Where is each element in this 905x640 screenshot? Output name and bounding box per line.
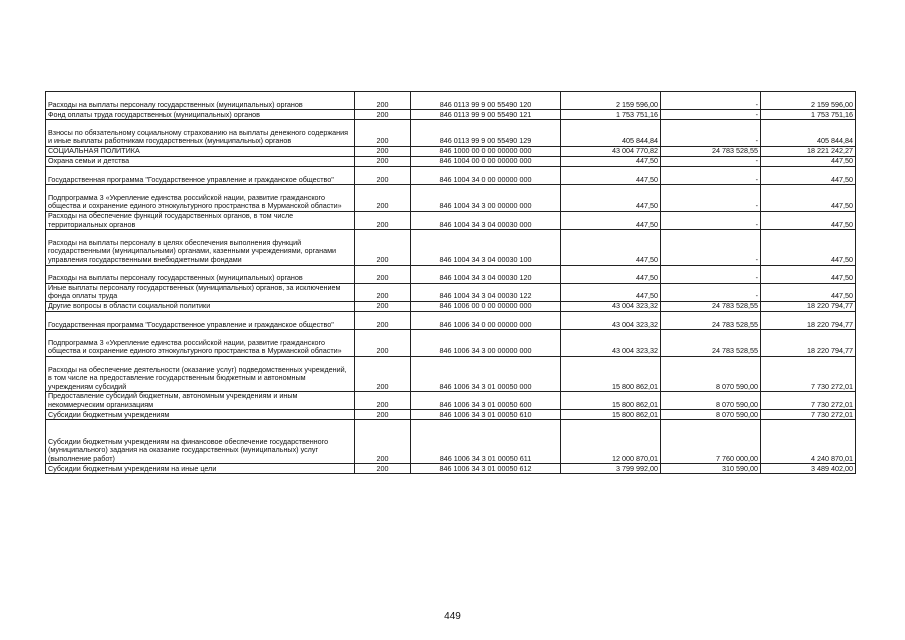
row-remaining-amount: 1 753 751,16 — [761, 110, 856, 120]
row-kbk-code: 846 1006 34 3 01 00050 611 — [411, 420, 561, 464]
row-approved-amount: 15 800 862,01 — [561, 392, 661, 410]
row-name: Государственная программа "Государственное управление и гражданское общество" — [46, 311, 355, 329]
row-code: 200 — [355, 420, 411, 464]
row-remaining-amount: 4 240 870,01 — [761, 420, 856, 464]
row-name: Субсидии бюджетным учреждениям — [46, 410, 355, 420]
row-code: 200 — [355, 166, 411, 184]
row-executed-amount: 310 590,00 — [661, 464, 761, 474]
row-kbk-code: 846 1000 00 0 00 00000 000 — [411, 146, 561, 156]
row-name: Подпрограмма 3 «Укрепление единства российской нации, развитие гражданского общества и сохранение единого этнокультурного пространства в Мурманской области» — [46, 185, 355, 212]
row-executed-amount: - — [661, 211, 761, 229]
row-code: 200 — [355, 92, 411, 110]
row-kbk-code: 846 0113 99 9 00 55490 129 — [411, 120, 561, 147]
row-kbk-code: 846 1004 34 3 00 00000 000 — [411, 185, 561, 212]
table-row — [46, 185, 856, 212]
table-row — [46, 230, 856, 265]
table-row — [46, 146, 856, 156]
row-kbk-code: 846 1004 34 3 04 00030 100 — [411, 230, 561, 265]
table-row — [46, 211, 856, 229]
row-name: Взносы по обязательному социальному страхованию на выплаты денежного содержания и иные выплаты работникам государственных (муниципальных) органов — [46, 120, 355, 147]
row-approved-amount: 1 753 751,16 — [561, 110, 661, 120]
table-row — [46, 92, 856, 110]
row-name: Расходы на выплаты персоналу в целях обеспечения выполнения функций государственными (муниципальными) органами, казенными учреждениями, органами управления государственными внебюджетными фондами — [46, 230, 355, 265]
row-code: 200 — [355, 156, 411, 166]
row-kbk-code: 846 1004 34 0 00 00000 000 — [411, 166, 561, 184]
row-approved-amount: 447,50 — [561, 156, 661, 166]
row-approved-amount: 447,50 — [561, 230, 661, 265]
row-code: 200 — [355, 265, 411, 283]
row-kbk-code: 846 1006 34 3 01 00050 610 — [411, 410, 561, 420]
row-code: 200 — [355, 330, 411, 357]
row-code: 200 — [355, 464, 411, 474]
row-remaining-amount: 447,50 — [761, 265, 856, 283]
row-code: 200 — [355, 392, 411, 410]
row-kbk-code: 846 0113 99 9 00 55490 120 — [411, 92, 561, 110]
row-approved-amount: 447,50 — [561, 166, 661, 184]
row-kbk-code: 846 1006 34 0 00 00000 000 — [411, 311, 561, 329]
table-row — [46, 392, 856, 410]
row-name: Расходы на выплаты персоналу государственных (муниципальных) органов — [46, 92, 355, 110]
row-executed-amount: - — [661, 265, 761, 283]
table-row — [46, 301, 856, 311]
row-executed-amount: - — [661, 120, 761, 147]
row-name: Субсидии бюджетным учреждениям на иные цели — [46, 464, 355, 474]
row-code: 200 — [355, 283, 411, 301]
table-row — [46, 311, 856, 329]
row-approved-amount: 15 800 862,01 — [561, 410, 661, 420]
row-approved-amount: 43 004 323,32 — [561, 311, 661, 329]
row-remaining-amount: 405 844,84 — [761, 120, 856, 147]
row-kbk-code: 846 1006 34 3 01 00050 600 — [411, 392, 561, 410]
row-remaining-amount: 18 220 794,77 — [761, 330, 856, 357]
row-remaining-amount: 3 489 402,00 — [761, 464, 856, 474]
row-name: СОЦИАЛЬНАЯ ПОЛИТИКА — [46, 146, 355, 156]
row-executed-amount: - — [661, 166, 761, 184]
row-kbk-code: 846 1004 34 3 04 00030 122 — [411, 283, 561, 301]
row-approved-amount: 447,50 — [561, 265, 661, 283]
row-executed-amount: 24 783 528,55 — [661, 330, 761, 357]
row-executed-amount: - — [661, 230, 761, 265]
row-approved-amount: 2 159 596,00 — [561, 92, 661, 110]
row-code: 200 — [355, 230, 411, 265]
row-executed-amount: - — [661, 283, 761, 301]
row-code: 200 — [355, 120, 411, 147]
row-executed-amount: 24 783 528,55 — [661, 146, 761, 156]
row-kbk-code: 846 1006 34 3 01 00050 612 — [411, 464, 561, 474]
row-executed-amount: - — [661, 185, 761, 212]
row-kbk-code: 846 1006 00 0 00 00000 000 — [411, 301, 561, 311]
row-code: 200 — [355, 211, 411, 229]
row-remaining-amount: 447,50 — [761, 283, 856, 301]
row-name: Расходы на обеспечение функций государственных органов, в том числе территориальных органов — [46, 211, 355, 229]
row-code: 200 — [355, 185, 411, 212]
table-row — [46, 464, 856, 474]
row-kbk-code: 846 1006 34 3 01 00050 000 — [411, 356, 561, 391]
row-name: Расходы на выплаты персоналу государственных (муниципальных) органов — [46, 265, 355, 283]
row-approved-amount: 447,50 — [561, 211, 661, 229]
row-kbk-code: 846 1004 34 3 04 00030 000 — [411, 211, 561, 229]
table-row — [46, 265, 856, 283]
page-number: 449 — [444, 611, 461, 622]
row-executed-amount: - — [661, 92, 761, 110]
row-kbk-code: 846 1004 34 3 04 00030 120 — [411, 265, 561, 283]
row-kbk-code: 846 0113 99 9 00 55490 121 — [411, 110, 561, 120]
row-code: 200 — [355, 356, 411, 391]
row-remaining-amount: 18 220 794,77 — [761, 311, 856, 329]
row-kbk-code: 846 1006 34 3 00 00000 000 — [411, 330, 561, 357]
row-executed-amount: 7 760 000,00 — [661, 420, 761, 464]
row-remaining-amount: 447,50 — [761, 166, 856, 184]
row-remaining-amount: 2 159 596,00 — [761, 92, 856, 110]
budget-table — [45, 91, 856, 474]
row-remaining-amount: 447,50 — [761, 230, 856, 265]
row-name: Другие вопросы в области социальной политики — [46, 301, 355, 311]
row-approved-amount: 43 004 323,32 — [561, 301, 661, 311]
row-code: 200 — [355, 110, 411, 120]
row-executed-amount: 8 070 590,00 — [661, 356, 761, 391]
row-name: Расходы на обеспечение деятельности (оказание услуг) подведомственных учреждений, в том числе на предоставление государственным бюджетным и автономным учреждениям субсидий — [46, 356, 355, 391]
row-remaining-amount: 18 220 794,77 — [761, 301, 856, 311]
row-executed-amount: 24 783 528,55 — [661, 301, 761, 311]
row-approved-amount: 12 000 870,01 — [561, 420, 661, 464]
table-row — [46, 283, 856, 301]
row-name: Субсидии бюджетным учреждениям на финансовое обеспечение государственного (муниципального) задания на оказание государственных (муниципальных) услуг (выполнение работ) — [46, 420, 355, 464]
table-row — [46, 120, 856, 147]
row-executed-amount: 8 070 590,00 — [661, 410, 761, 420]
row-remaining-amount: 447,50 — [761, 156, 856, 166]
row-remaining-amount: 447,50 — [761, 211, 856, 229]
table-row — [46, 166, 856, 184]
row-remaining-amount: 447,50 — [761, 185, 856, 212]
row-approved-amount: 43 004 770,82 — [561, 146, 661, 156]
row-name: Предоставление субсидий бюджетным, автономным учреждениям и иным некоммерческим организациям — [46, 392, 355, 410]
row-approved-amount: 3 799 992,00 — [561, 464, 661, 474]
table-row — [46, 356, 856, 391]
table-row — [46, 410, 856, 420]
row-remaining-amount: 18 221 242,27 — [761, 146, 856, 156]
table-row — [46, 156, 856, 166]
row-executed-amount: 24 783 528,55 — [661, 311, 761, 329]
row-name: Иные выплаты персоналу государственных (муниципальных) органов, за исключением фонда оплаты труда — [46, 283, 355, 301]
table-row — [46, 330, 856, 357]
row-name: Фонд оплаты труда государственных (муниципальных) органов — [46, 110, 355, 120]
row-approved-amount: 447,50 — [561, 185, 661, 212]
row-kbk-code: 846 1004 00 0 00 00000 000 — [411, 156, 561, 166]
row-approved-amount: 405 844,84 — [561, 120, 661, 147]
table-row — [46, 420, 856, 464]
row-approved-amount: 43 004 323,32 — [561, 330, 661, 357]
row-approved-amount: 15 800 862,01 — [561, 356, 661, 391]
row-name: Подпрограмма 3 «Укрепление единства российской нации, развитие гражданского общества и сохранение единого этнокультурного пространства в Мурманской области» — [46, 330, 355, 357]
row-remaining-amount: 7 730 272,01 — [761, 392, 856, 410]
row-code: 200 — [355, 301, 411, 311]
row-executed-amount: - — [661, 156, 761, 166]
row-code: 200 — [355, 410, 411, 420]
row-remaining-amount: 7 730 272,01 — [761, 410, 856, 420]
row-code: 200 — [355, 311, 411, 329]
row-executed-amount: - — [661, 110, 761, 120]
row-executed-amount: 8 070 590,00 — [661, 392, 761, 410]
row-code: 200 — [355, 146, 411, 156]
table-row — [46, 110, 856, 120]
row-remaining-amount: 7 730 272,01 — [761, 356, 856, 391]
row-name: Государственная программа "Государственное управление и гражданское общество" — [46, 166, 355, 184]
row-approved-amount: 447,50 — [561, 283, 661, 301]
row-name: Охрана семьи и детства — [46, 156, 355, 166]
